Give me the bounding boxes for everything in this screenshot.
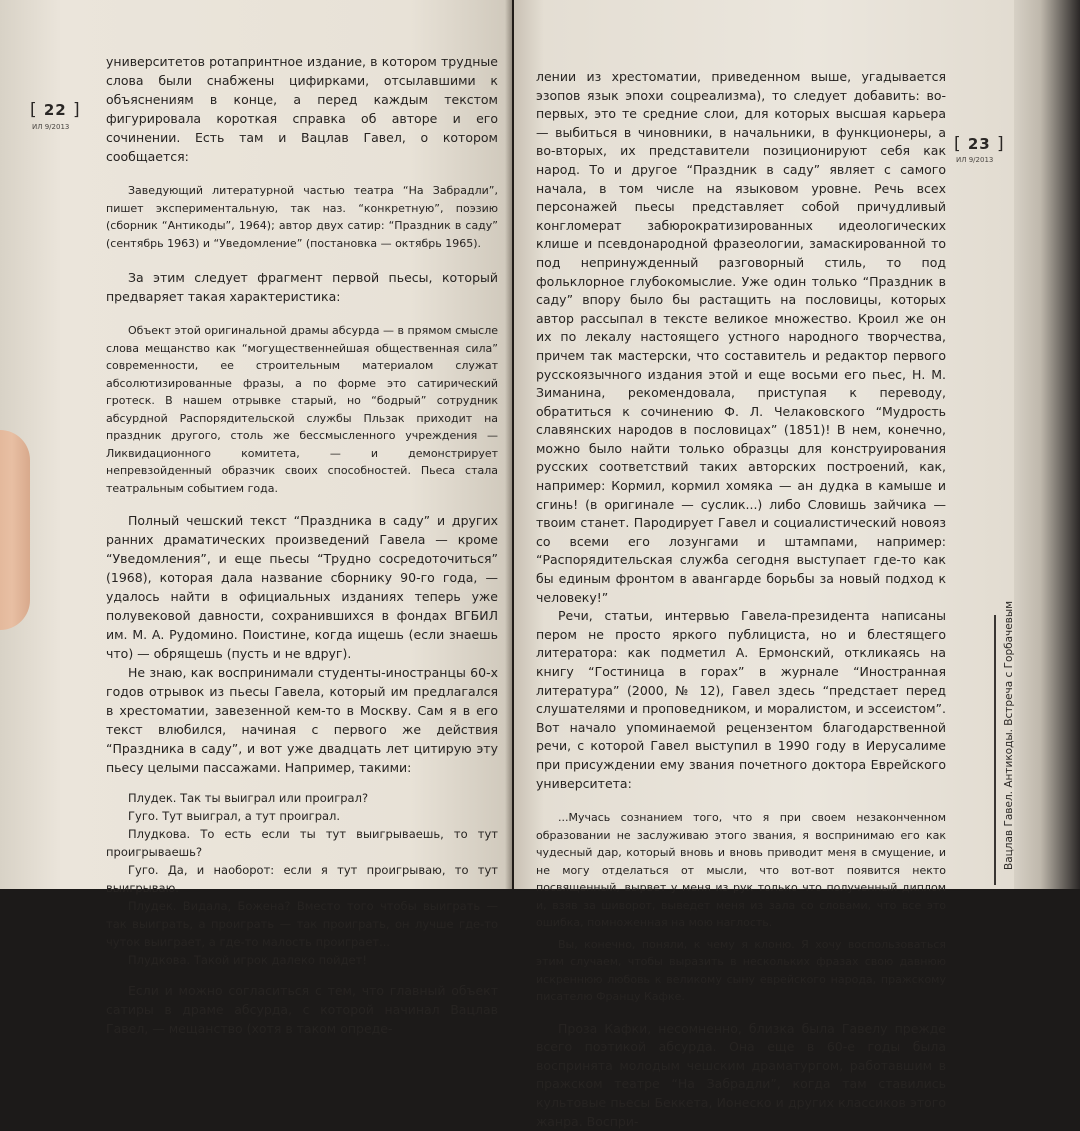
left-page-number: [ 22 ] bbox=[30, 100, 81, 120]
dialogue-line: Плудкова. То есть если ты тут выигрываешь, то тут проигрываешь? bbox=[106, 827, 498, 859]
right-page bbox=[514, 0, 1014, 1129]
paragraph: Если и можно согласиться с тем, что главный объект сатиры в драме абсурда, с которой начинал Вацлав Гавел, — мещанство (хотя в таком опреде- bbox=[106, 983, 498, 1036]
dialogue-block bbox=[106, 789, 498, 969]
dialogue-line: Плудек. Видала, Божена? Вместо того чтобы выиграть — так выиграть, а проиграть — так проиграть, он лучше где-то чуток выиграет, а где-то малость проиграет... bbox=[106, 899, 498, 949]
quote-paragraph: Заведующий литературной частью театра “На Забрадли”, пишет экспериментальную, так наз. “конкретную”, поэзию (сборник “Антикоды”, 1964); автор двух сатир: “Праздник в саду” (сентябрь 1963) и “Уведомление” (постановка — октябрь 1965). bbox=[106, 184, 498, 250]
left-issue-label: ИЛ 9/2013 bbox=[32, 123, 70, 131]
quote-paragraph: ...Мучась сознанием того, что я при своем незаконченном образовании не заслуживаю этого звания, я воспринимаю его как чудесный дар, который вновь и вновь приводит меня в смущение, и не могу отделаться от мысли, что вот-вот появится некто посвященный, вырвет у меня из рук только что полученный диплом и, взяв за шиворот, выведет меня из зала со словами, что все это ошибка, помноженная на мою наглость. bbox=[536, 811, 946, 930]
paragraph: Проза Кафки, несомненно, близка была Гавелу прежде всего поэтикой абсурда. Она еще в 60-е годы была воспринята молодым чешским драматургом, работавшим в пражском театре “На Забрадли”, когда там ставились культовые пьесы Беккета, Ионеско и других классиков этого жанра. Воспри- bbox=[536, 1020, 946, 1129]
dialogue-line: Гуго. Тут выиграл, а тут проиграл. bbox=[128, 809, 341, 823]
paragraph: университетов ротапринтное издание, в котором трудные слова были снабжены цифирками, отсылавшими к объяснениям в конце, а перед каждым текстом фигурировала короткая справка об авторе и его сочинении. Есть там и Вацлав Гавел, о котором сообщается: bbox=[106, 54, 498, 164]
quote-paragraph: Вы, конечно, поняли, к чему я клоню. Я хочу воспользоваться этим случаем, чтобы выразить в нескольких фразах свою давнюю искреннюю любовь к великому сыну еврейского народа, пражскому писателю Францу Кафке. bbox=[536, 937, 946, 1004]
quote-paragraph: Объект этой оригинальной драмы абсурда — в прямом смысле слова мещанство как “могущественнейшая общественная сила” современности, ее строительным материалом служат абсолютизированные фразы, а по форме это сатирический гротеск. В нашем отрывке старый, но “бодрый” сотрудник абсурдной Распорядительской службы Пльзак приходит на праздник другого, столь же бессмысленного учреждения — Ликвидационного комитета, — и демонстрирует непревзойденный образчик своих способностей. Пьеса стала театральным событием года. bbox=[106, 324, 498, 495]
paragraph: Не знаю, как воспринимали студенты-иностранцы 60-х годов отрывок из пьесы Гавела, который им предлагался в хрестоматии, завезенной кем-то в Москву. Сам я в его текст влюбился, начиная с первого же действия “Праздника в саду”, и вот уже двадцать лет цитирую эту пьесу целыми пассажами. Например, такими: bbox=[106, 665, 498, 775]
left-page bbox=[0, 0, 512, 1036]
running-title-rule bbox=[994, 615, 996, 885]
thumb-holding-book bbox=[0, 430, 30, 630]
paragraph: лении из хрестоматии, приведенном выше, угадывается эзопов язык эпохи соцреализма), то следует добавить: во-первых, это те средние слои, для которых высшая карьера — выбиться в чиновники, в начальники, в функционеры, а во-вторых, их представители позиционируют себя как народ. То и другое “Праздник в саду” являет с самого начала, в том числе на языковом уровне. Речь всех персонажей пьесы представляет собой причудливый конгломерат забюрократизированных идеологических клише и псевдонародной фразеологии, замаскированной то под непринужденный разговорный стиль, то под фольклорное глубокомыслие. Уже один только “Праздник в саду” впору было бы растащить на пословицы, которых автор рассыпал в тексте великое множество. Кроил же он их по лекалу настоящего устного народного творчества, причем так мастерски, что составитель и редактор первого русскоязычного издания этой и еще восьми его пьес, Н. М. Зиманина, рекомендовала, приступая к переводу, обратиться к сочинению Ф. Л. Челаковского “Мудрость славянских народов в пословицах” (1851)! В нем, конечно, можно было найти только образцы для конструирования русских соответствий таких авторских построений, как, например: Кормил, кормил хомяка — ан дудка в камыше и сгинь! (в оригинале — суслик...) либо Словишь зайчика — твоим станет. Пародирует Гавел и социалистический новояз со всеми его лозунгами и штампами, например: “Распорядительская служба сегодня выступает где-то как бы единым фронтом в авангарде борьбы за новый подход к человеку!” bbox=[536, 69, 946, 605]
dialogue-line: Плудек. Так ты выиграл или проиграл? bbox=[128, 791, 369, 805]
page-edge bbox=[1014, 0, 1080, 889]
running-title: Вацлав Гавел. Антикоды. Встреча с Горбачевым bbox=[1003, 600, 1015, 870]
speech-quote-block bbox=[536, 809, 946, 1006]
paragraph: Полный чешский текст “Праздника в саду” и других ранних драматических произведений Гавела — кроме “Уведомления”, и еще пьесы “Трудно сосредоточиться” (1968), которая дала название сборнику 90-го года, — удалось найти в официальных изданиях теперь уже полувековой давности, сохранившихся в фондах ВГБИЛ им. М. А. Рудомино. Поистине, когда ищешь (если знаешь что) — обрящешь (пусть и не вдруг). bbox=[106, 513, 498, 661]
right-issue-label: ИЛ 9/2013 bbox=[956, 156, 994, 164]
paragraph: Речи, статьи, интервью Гавела-президента написаны пером не просто яркого публициста, но и блестящего литератора: как подметил А. Ермонский, откликаясь на книгу “Гостиница в горах” в журнале “Иностранная литература” (2000, № 12), Гавел здесь “предстает перед слушателями и проповедником, и моралистом, и эссеистом”. Вот начало упоминаемой рецензентом благодарственной речи, с которой Гавел выступил в 1990 году в Иерусалиме при присуждении ему звания почетного доктора Еврейского университета: bbox=[536, 608, 946, 791]
dialogue-line: Гуго. Да, и наоборот: если я тут проигрываю, то тут выигрываю. bbox=[106, 863, 498, 895]
right-page-number: [ 23 ] bbox=[954, 134, 1005, 154]
right-text-body bbox=[536, 68, 946, 1131]
left-text-body bbox=[106, 52, 498, 1038]
dialogue-line: Плудкова. Такой игрок далеко пойдет! bbox=[128, 953, 367, 967]
paragraph: За этим следует фрагмент первой пьесы, который предваряет такая характеристика: bbox=[106, 270, 498, 304]
